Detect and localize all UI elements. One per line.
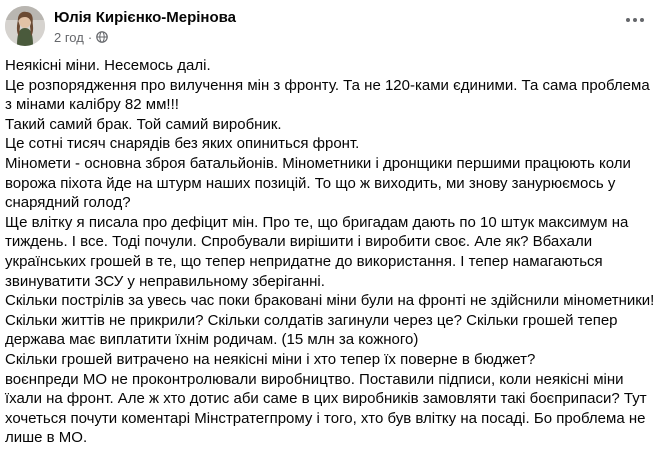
post-header bbox=[5, 6, 655, 46]
post-paragraph: Скільки грошей витрачено на неякісні міни і хто тепер їх поверне в бюджет? bbox=[5, 350, 536, 368]
post-text bbox=[5, 56, 658, 448]
post-paragraph: Це розпорядження про вилучення мін з фронту. Та не 120-ками єдиними. Та сама проблема з мінами калібру 82 мм!!! bbox=[5, 76, 650, 114]
globe-icon[interactable] bbox=[96, 31, 108, 43]
post-meta bbox=[54, 29, 108, 45]
post-paragraph: Ще влітку я писала про дефіцит мін. Про те, що бригадам дають по 10 штук максимум на тиждень. І все. Тоді почули. Спробували вирішити і виробити своє. Але як? Вбахали українських грошей в те, що тепер непридатне до використання. І тепер намагаються звинуватити ЗСУ у неправильному зберіганні. bbox=[5, 213, 629, 290]
post-paragraph: Скільки пострілів за увесь час поки браковані міни були на фронті не здійснили мінометники! Скільки життів не прикрили? Скільки солдатів загинули через це? Скільки грошей тепер держава має виплатити їхнім родичам. (15 млн за кожного) bbox=[5, 292, 655, 349]
post-paragraph: Це сотні тисяч снарядів без яких опиниться фронт. bbox=[5, 135, 360, 153]
more-options-icon[interactable] bbox=[617, 8, 653, 32]
post-paragraph: воєнпреди МО не проконтролювали виробництво. Поставили підписи, коли неякісні міни їхали на фронт. Але ж хто дотис аби саме в цих виробників замовляти такі боєприпаси? Тут хочеться почути коментарі Мінстратегпрому і того, хто був влітку на посаді. Бо проблема не лише в МО. bbox=[5, 370, 647, 447]
post-paragraph: Неякісні міни. Несемось далі. bbox=[5, 57, 211, 74]
post-paragraph: Такий самий брак. Той самий виробник. bbox=[5, 115, 282, 133]
meta-separator: · bbox=[87, 29, 93, 45]
post-paragraph: Міномети - основна зброя батальйонів. Мінометники і дронщики першими працюють коли ворожа піхота йде на штурм наших позицій. То що ж виходить, ми знову занурюємось у снарядний голод? bbox=[5, 154, 631, 212]
author-name-link[interactable]: Юлія Кирієнко-Мерінова bbox=[54, 9, 236, 26]
profile-photo-avatar[interactable] bbox=[5, 6, 45, 46]
avatar-image bbox=[5, 6, 45, 46]
post-timestamp[interactable]: 2 год bbox=[54, 29, 84, 45]
